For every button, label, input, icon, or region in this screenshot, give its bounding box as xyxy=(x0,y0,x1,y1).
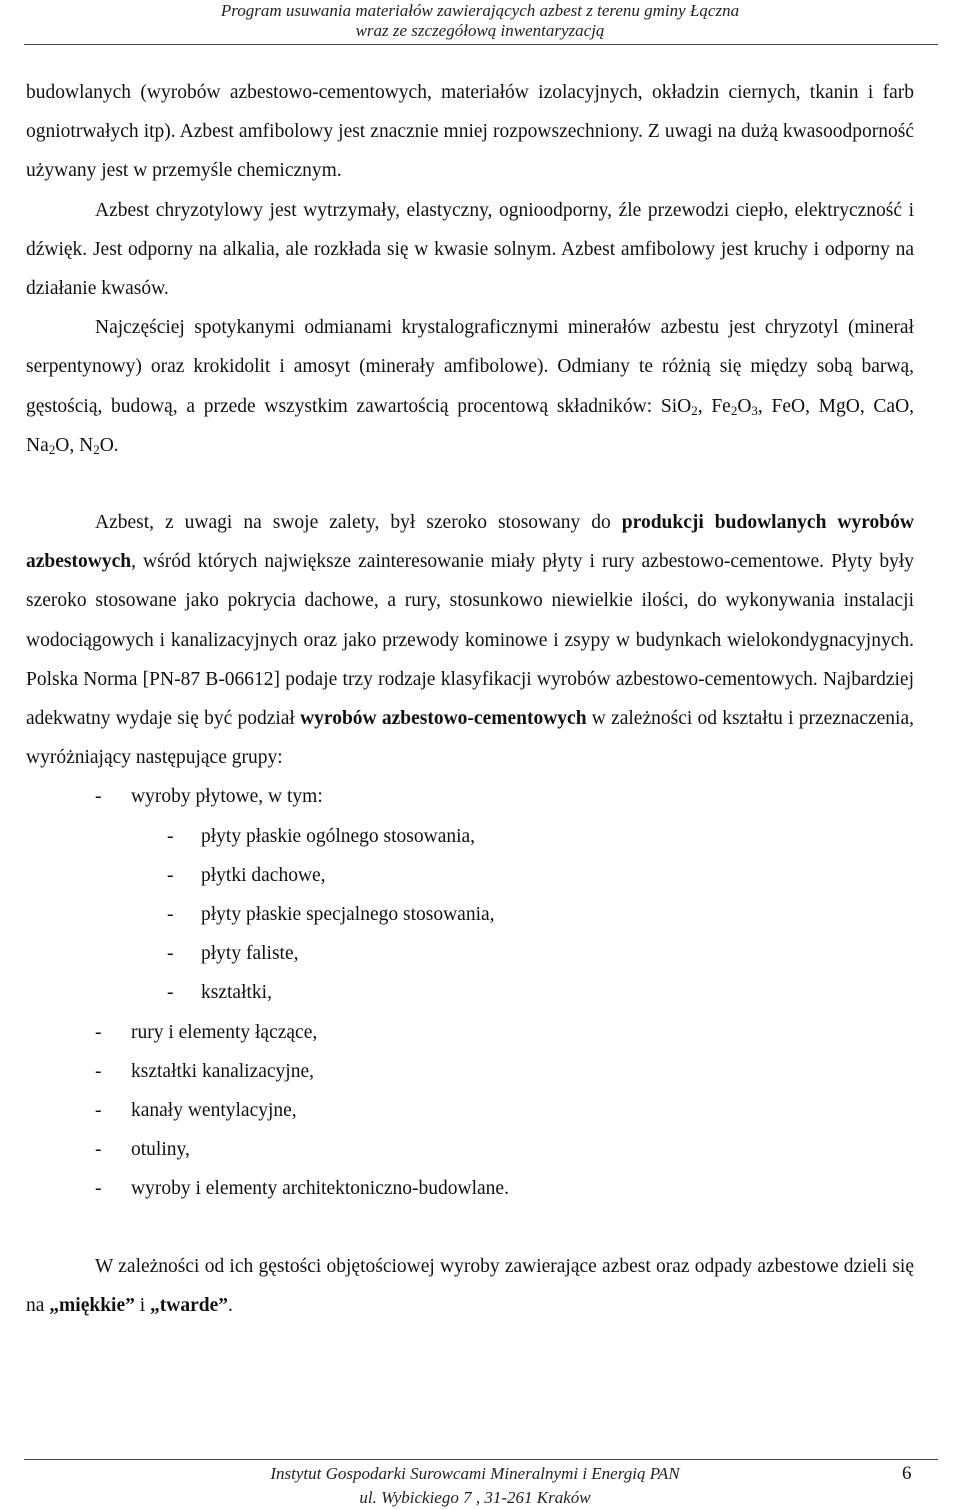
product-list xyxy=(26,777,914,816)
footer-divider xyxy=(24,1459,938,1460)
list-item: - otuliny, xyxy=(95,1139,190,1161)
paragraph-4: Azbest, z uwagi na swoje zalety, był szeroko stosowany do produkcji budowlanych wyrobów azbestowych, wśród których największe zainteresowanie miały płyty i rury azbestowo-cementowe. Płyty były szeroko stosowane jako pokrycia dachowe, a rury, stosunkowo niewielkie ilości, do wykonywania instalacji wodociągowych i kanalizacyjnych oraz jako przewody kominowe i zsypy w budynkach wielokondygnacyjnych. Polska Norma [PN-87 B-06612] podaje trzy rodzaje klasyfikacji wyrobów azbestowo-cementowych. Najbardziej adekwatny wydaje się być podział wyrobów azbestowo-cementowych w zależności od kształtu i przeznaczenia, wyróżniający następujące grupy: xyxy=(26,512,914,769)
bold-phrase: „miękkie xyxy=(49,1294,126,1316)
sub-list xyxy=(26,817,914,1013)
list-item: - kształtki, xyxy=(167,982,272,1004)
bold-phrase: produkcji budowlanych wyrobów azbestowych xyxy=(26,512,914,573)
document-body xyxy=(26,73,914,1325)
header-subtitle: wraz ze szczegółową inwentaryzacją xyxy=(355,21,605,40)
list-item: - rury i elementy łączące, xyxy=(95,1021,318,1043)
product-list-continued xyxy=(26,1013,914,1209)
header-title: Program usuwania materiałów zawierających azbest z terenu gminy Łączna xyxy=(220,1,740,20)
spacer xyxy=(26,465,914,503)
bold-phrase: wyrobów azbestowo-cementowych xyxy=(300,708,587,730)
footer-institute: Instytut Gospodarki Surowcami Mineralnymi i Energią PAN xyxy=(270,1464,680,1483)
list-item: - wyroby płytowe, w tym: xyxy=(95,786,323,808)
list-item: - płyty płaskie ogólnego stosowania, xyxy=(167,825,476,847)
list-item: - kanały wentylacyjne, xyxy=(95,1100,297,1122)
paragraph-2: Azbest chryzotylowy jest wytrzymały, elastyczny, ognioodporny, źle przewodzi ciepło, elektryczność i dźwięk. Jest odporny na alkalia, ale rozkłada się w kwasie solnym. Azbest amfibolowy jest kruchy i odporny na działanie kwasów. xyxy=(26,199,914,300)
spacer xyxy=(26,1209,914,1247)
list-item: - płyty płaskie specjalnego stosowania, xyxy=(167,904,495,926)
list-item: - płytki dachowe, xyxy=(167,864,326,886)
paragraph-5: W zależności od ich gęstości objętościowej wyroby zawierające azbest oraz odpady azbestowe dzieli się na „miękkie” i „twarde”. xyxy=(26,1255,914,1316)
bold-phrase: „twarde xyxy=(150,1294,219,1316)
list-item: - kształtki kanalizacyjne, xyxy=(95,1060,315,1082)
list-item: - wyroby i elementy architektoniczno-budowlane. xyxy=(95,1178,509,1200)
list-item: - płyty faliste, xyxy=(167,943,299,965)
footer-address: ul. Wybickiego 7 , 31-261 Kraków xyxy=(359,1488,591,1507)
paragraph-3: Najczęściej spotykanymi odmianami krystalograficznymi minerałów azbestu jest chryzotyl (minerał serpentynowy) oraz krokidolit i amosyt (minerały amfibolowe). Odmiany te różnią się między sobą barwą, gęstością, budową, a przede wszystkim zawartością procentową składników: SiO$_2$, $Fe_2O_3$, FeO, MgO, CaO, $Na_2O$, $N_2O$. xyxy=(26,317,915,457)
header-divider xyxy=(24,44,938,45)
page-number: 6 xyxy=(902,1463,912,1484)
paragraph-1: budowlanych (wyrobów azbestowo-cementowych, materiałów izolacyjnych, okładzin ciernych, tkanin i farb ogniotrwałych itp). Azbest amfibolowy jest znacznie mniej rozpowszechniony. Z uwagi na dużą kwasoodporność używany jest w przemyśle chemicznym. xyxy=(26,82,914,182)
